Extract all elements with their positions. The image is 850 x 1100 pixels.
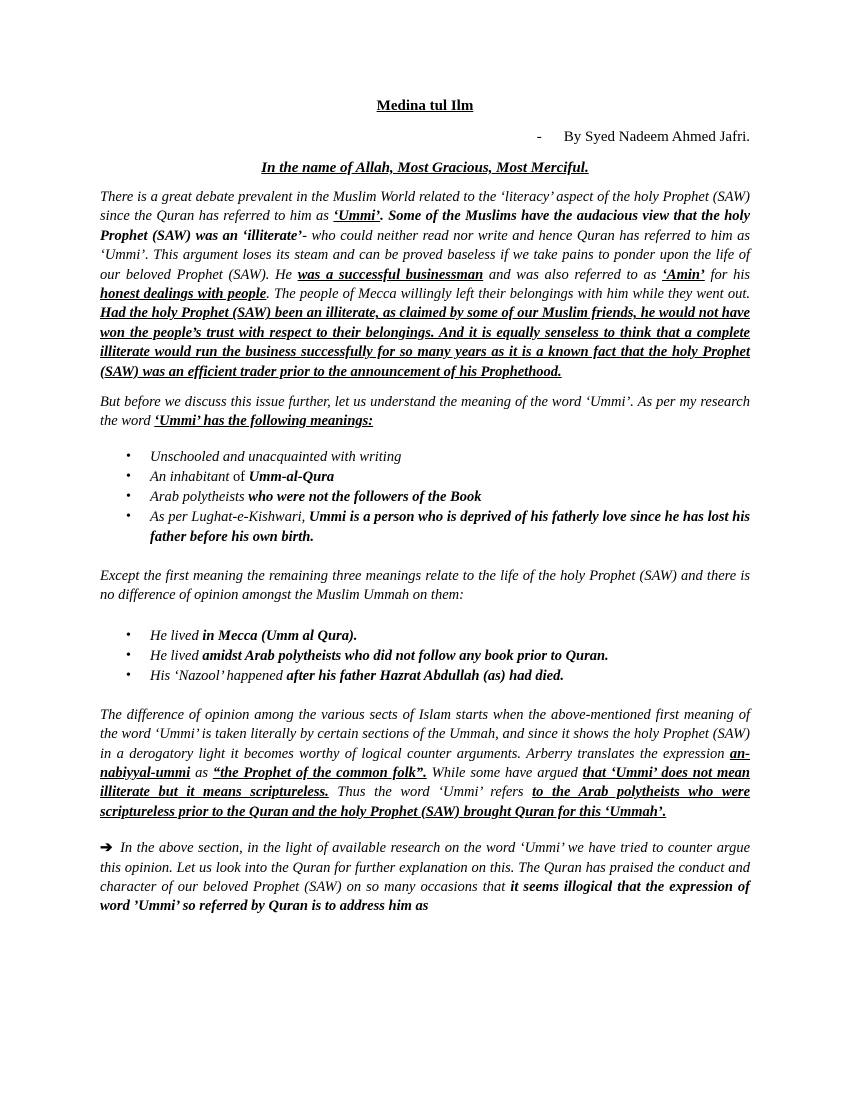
bullet-icon: •	[126, 468, 131, 484]
text-run: and was also referred to as	[483, 266, 663, 283]
bismillah-heading: In the name of Allah, Most Gracious, Most Merciful.	[261, 160, 589, 176]
text-run: An inhabitant	[150, 468, 233, 485]
text-run: He lived	[150, 627, 203, 644]
meanings-list	[100, 447, 750, 547]
text-run: While some have argued	[426, 764, 583, 781]
byline-dash: -	[536, 129, 542, 145]
text-run: it seems illogical that the expression of word ’Ummi’ so referred by Quran is to address him as	[100, 878, 750, 915]
text-run: of	[232, 468, 249, 485]
text-run: . The people of Mecca willingly left their belongings with him while they went out.	[266, 286, 750, 303]
bullet-icon: •	[126, 488, 131, 504]
list-item	[100, 666, 750, 686]
bullet-icon: •	[126, 448, 131, 464]
quran-paragraph	[100, 839, 750, 917]
difference-paragraph	[100, 706, 750, 822]
text-run: But before we discuss this issue further, let us understand the meaning of the word ‘Ummi’. As per my research the word	[100, 394, 750, 430]
text-run: was a successful businessman	[297, 266, 484, 283]
text-run: that ‘Ummi’ does not mean illiterate but it means scriptureless.	[100, 764, 750, 801]
consensus-paragraph: Except the first meaning the remaining three meanings relate to the life of the holy Prophet (SAW) and there is no difference of opinion amongst the Muslim Ummah on them:	[100, 567, 750, 604]
text-run: ‘Ummi’	[333, 208, 381, 225]
author-byline	[100, 129, 750, 146]
list-item	[100, 467, 750, 487]
text-run: amidst Arab polytheists who did not follow any book prior to Quran.	[202, 647, 609, 664]
text-run: as	[190, 764, 213, 781]
meaning-intro-paragraph	[100, 393, 750, 432]
arrow-right-icon: ➔	[100, 840, 113, 857]
text-run: Thus the word ‘Ummi’ refers	[328, 784, 533, 801]
page-content	[100, 98, 750, 917]
text-run: “the Prophet of the common folk”.	[212, 764, 427, 781]
text-run: after his father Hazrat Abdullah (as) had died.	[286, 667, 564, 684]
bullet-icon: •	[126, 647, 131, 663]
list-item	[100, 487, 750, 507]
text-run: ‘Ummi’ has the following meanings:	[154, 413, 374, 430]
facts-list	[100, 626, 750, 686]
text-run: to the Arab polytheists who were scriptureless prior to the Quran and the holy Prophet (SAW) brought Quran for this ‘Ummah’.	[100, 784, 751, 820]
text-run: - who could neither read nor write and hence Quran has referred to him as ‘Ummi’. This argument loses its steam and can be proved baseless if we take pains to ponder upon the life of our beloved Prophet (SAW). He	[100, 227, 750, 283]
bullet-icon: •	[126, 508, 131, 524]
text-run: His ‘Nazool’ happened	[150, 667, 287, 684]
text-run: . Some of the Muslims have the audacious view that the holy Prophet (SAW) was an ‘illiterate’	[100, 208, 751, 244]
text-run: Ummi is a person who is deprived of his fatherly love since he has lost his father before his own birth.	[150, 508, 750, 545]
text-run: As per Lughat-e-Kishwari,	[150, 508, 310, 525]
text-run: an-nabiyyal-ummi	[100, 745, 750, 781]
document-title: Medina tul Ilm	[376, 98, 474, 114]
list-item	[100, 626, 750, 646]
text-run: In the above section, in the light of available research on the word ‘Ummi’ we have tried to counter argue this opinion. Let us look into the Quran for further explanation on this. The Quran has praised the conduct and character of our beloved Prophet (SAW) on so many occasions that	[100, 840, 750, 895]
text-run: ‘Amin’	[662, 266, 705, 283]
list-item	[100, 447, 750, 467]
text-run: There is a great debate prevalent in the Muslim World related to the ‘literacy’ aspect of the holy Prophet (SAW) since the Quran has referred to him as	[100, 189, 750, 225]
text-run: Unschooled and unacquainted with writing	[150, 448, 402, 465]
author-name: By Syed Nadeem Ahmed Jafri.	[563, 129, 750, 145]
bullet-icon: •	[126, 667, 131, 683]
bullet-icon: •	[126, 627, 131, 643]
intro-paragraph	[100, 188, 750, 382]
text-run: He lived	[150, 647, 203, 664]
text-run: Had the holy Prophet (SAW) been an illiterate, as claimed by some of our Muslim friends, he would not have won the people’s trust with respect to their belongings. And it is equally senseless to think that a complete illiterate would run the business successfully for so many years as it is a known fact that the holy Prophet (SAW) was an efficient trader prior to the announcement of his Prophethood.	[100, 305, 750, 380]
text-run: in Mecca (Umm al Qura).	[202, 627, 358, 644]
text-run: The difference of opinion among the various sects of Islam starts when the above-mentioned first meaning of the word ‘Ummi’ is taken literally by certain sections of the Ummah, and since it shows the holy Prophet (SAW) in a derogatory light it becomes worthy of logical counter arguments. Arberry translates the expression	[100, 706, 750, 762]
text-run: Umm-al-Qura	[248, 468, 335, 485]
text-run: honest dealings with people	[100, 286, 267, 303]
text-run: who were not the followers of the Book	[248, 488, 482, 505]
list-item	[100, 507, 750, 547]
list-item	[100, 646, 750, 666]
text-run: Arab polytheists	[150, 488, 249, 505]
text-run: for his	[704, 266, 750, 283]
